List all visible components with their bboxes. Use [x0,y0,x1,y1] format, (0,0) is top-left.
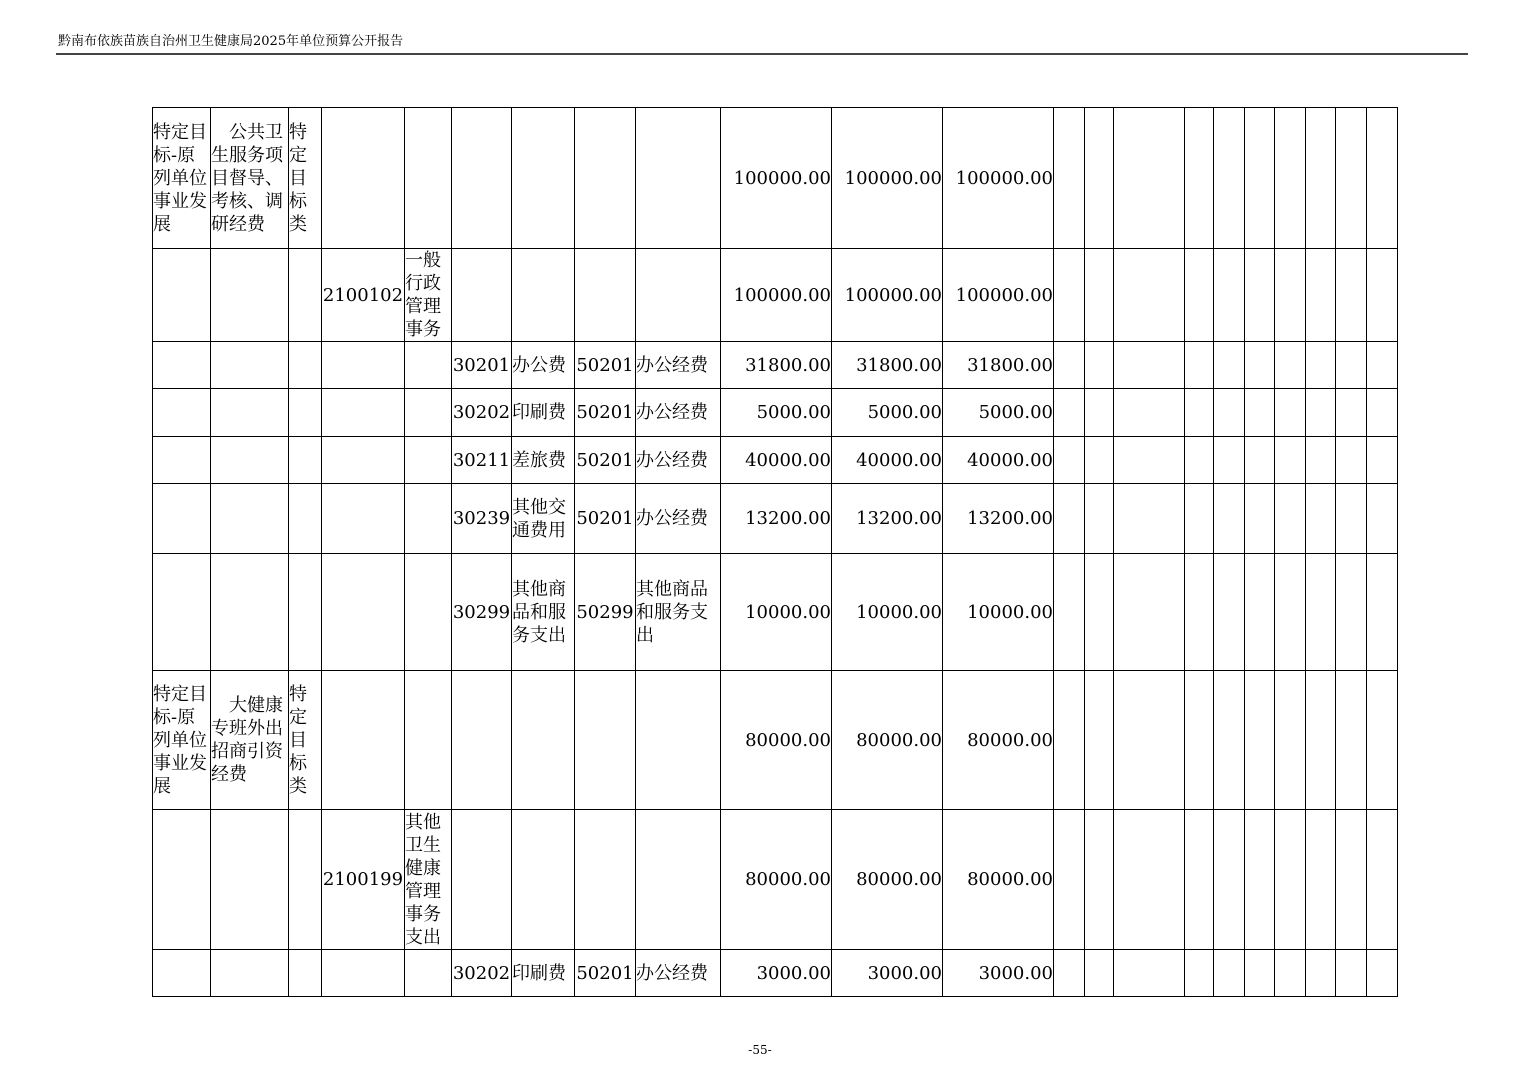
table-row [153,810,1398,950]
empty-cell [1306,342,1336,389]
cell-col3 [289,484,322,554]
empty-cell [1185,342,1214,389]
cell-col4 [322,554,405,671]
cell-col2 [211,554,289,671]
cell-col5 [405,671,452,810]
cell-col9: 办公经费 [636,950,721,997]
empty-cell [1085,554,1114,671]
empty-cell [1114,342,1185,389]
empty-cell [1336,249,1367,342]
cell-col6 [452,108,512,249]
empty-cell [1054,950,1085,997]
empty-cell [1367,249,1398,342]
empty-cell [1114,249,1185,342]
empty-cell [1185,249,1214,342]
cell-col5 [405,108,452,249]
table-row [153,437,1398,484]
cell-col8: 50201 [575,342,636,389]
cell-col4 [322,342,405,389]
cell-col4 [322,108,405,249]
cell-col8 [575,249,636,342]
cell-col6: 30211 [452,437,512,484]
cell-col9: 其他商品和服务支出 [636,554,721,671]
empty-cell [1367,671,1398,810]
cell-col7 [512,671,575,810]
empty-cell [1114,108,1185,249]
empty-cell [1114,389,1185,437]
empty-cell [1085,810,1114,950]
cell-col1 [153,389,211,437]
budget-table [152,107,1398,997]
cell-col8 [575,108,636,249]
cell-col12: 10000.00 [943,554,1054,671]
cell-col3: 特定目标类 [289,108,322,249]
empty-cell [1185,671,1214,810]
page-header-title: 黔南布依族苗族自治州卫生健康局2025年单位预算公开报告 [58,34,404,49]
empty-cell [1085,671,1114,810]
empty-cell [1367,554,1398,671]
cell-col12: 80000.00 [943,671,1054,810]
cell-col12: 13200.00 [943,484,1054,554]
cell-col8: 50201 [575,950,636,997]
empty-cell [1214,484,1245,554]
empty-cell [1114,671,1185,810]
cell-col3 [289,342,322,389]
cell-col11: 40000.00 [832,437,943,484]
cell-col3 [289,437,322,484]
empty-cell [1367,389,1398,437]
empty-cell [1085,389,1114,437]
empty-cell [1306,108,1336,249]
cell-col11: 5000.00 [832,389,943,437]
cell-col5 [405,437,452,484]
empty-cell [1214,810,1245,950]
empty-cell [1054,342,1085,389]
empty-cell [1245,671,1275,810]
cell-col7 [512,249,575,342]
empty-cell [1214,249,1245,342]
empty-cell [1306,249,1336,342]
cell-col6: 30299 [452,554,512,671]
cell-col10: 13200.00 [721,484,832,554]
table-row [153,950,1398,997]
cell-col8: 50299 [575,554,636,671]
cell-col10: 5000.00 [721,389,832,437]
cell-col10: 100000.00 [721,108,832,249]
cell-col10: 80000.00 [721,810,832,950]
empty-cell [1336,342,1367,389]
empty-cell [1336,437,1367,484]
empty-cell [1275,389,1306,437]
empty-cell [1185,389,1214,437]
cell-col6 [452,810,512,950]
cell-col1 [153,249,211,342]
cell-col2 [211,342,289,389]
empty-cell [1214,342,1245,389]
cell-col12: 31800.00 [943,342,1054,389]
cell-col2: 大健康专班外出招商引资经费 [211,671,289,810]
cell-col12: 100000.00 [943,108,1054,249]
table-row [153,342,1398,389]
cell-col11: 3000.00 [832,950,943,997]
cell-col10: 10000.00 [721,554,832,671]
empty-cell [1054,249,1085,342]
empty-cell [1054,554,1085,671]
empty-cell [1306,671,1336,810]
cell-col3 [289,554,322,671]
cell-col4 [322,484,405,554]
cell-col7: 印刷费 [512,950,575,997]
cell-col6: 30202 [452,389,512,437]
table-row [153,249,1398,342]
empty-cell [1245,950,1275,997]
cell-col10: 40000.00 [721,437,832,484]
cell-col11: 31800.00 [832,342,943,389]
empty-cell [1245,249,1275,342]
cell-col8: 50201 [575,389,636,437]
cell-col5 [405,554,452,671]
empty-cell [1214,554,1245,671]
cell-col7 [512,108,575,249]
cell-col1: 特定目标-原列单位事业发展 [153,108,211,249]
cell-col2 [211,950,289,997]
empty-cell [1114,554,1185,671]
cell-col9 [636,249,721,342]
empty-cell [1306,554,1336,671]
cell-col4 [322,389,405,437]
cell-col5 [405,389,452,437]
table-row [153,554,1398,671]
cell-col10: 100000.00 [721,249,832,342]
empty-cell [1367,437,1398,484]
table-row [153,108,1398,249]
cell-col11: 100000.00 [832,249,943,342]
cell-col1 [153,342,211,389]
cell-col11: 80000.00 [832,671,943,810]
cell-col1 [153,810,211,950]
cell-col11: 80000.00 [832,810,943,950]
cell-col1 [153,554,211,671]
empty-cell [1367,950,1398,997]
empty-cell [1336,389,1367,437]
cell-col8 [575,671,636,810]
cell-col4 [322,437,405,484]
cell-col4 [322,671,405,810]
empty-cell [1275,437,1306,484]
empty-cell [1114,950,1185,997]
cell-col2 [211,810,289,950]
empty-cell [1185,810,1214,950]
empty-cell [1306,437,1336,484]
cell-col10: 3000.00 [721,950,832,997]
empty-cell [1214,389,1245,437]
empty-cell [1185,108,1214,249]
empty-cell [1336,810,1367,950]
empty-cell [1336,950,1367,997]
empty-cell [1245,108,1275,249]
empty-cell [1114,810,1185,950]
empty-cell [1085,950,1114,997]
cell-col12: 40000.00 [943,437,1054,484]
cell-col2 [211,437,289,484]
empty-cell [1185,950,1214,997]
cell-col10: 31800.00 [721,342,832,389]
cell-col7: 印刷费 [512,389,575,437]
table-row [153,484,1398,554]
cell-col3 [289,950,322,997]
cell-col7: 办公费 [512,342,575,389]
empty-cell [1054,671,1085,810]
empty-cell [1336,554,1367,671]
empty-cell [1275,249,1306,342]
empty-cell [1275,950,1306,997]
cell-col1 [153,950,211,997]
empty-cell [1306,389,1336,437]
cell-col3 [289,810,322,950]
cell-col9 [636,671,721,810]
cell-col9 [636,810,721,950]
cell-col11: 100000.00 [832,108,943,249]
empty-cell [1185,484,1214,554]
empty-cell [1185,554,1214,671]
empty-cell [1275,671,1306,810]
page-number: -55- [748,1043,772,1057]
cell-col1 [153,437,211,484]
cell-col11: 13200.00 [832,484,943,554]
empty-cell [1085,249,1114,342]
empty-cell [1306,810,1336,950]
cell-col12: 5000.00 [943,389,1054,437]
header-divider [56,53,1468,55]
cell-col2: 公共卫生服务项目督导、考核、调研经费 [211,108,289,249]
cell-col5 [405,484,452,554]
empty-cell [1085,484,1114,554]
cell-col6 [452,249,512,342]
cell-col7: 差旅费 [512,437,575,484]
cell-col4 [322,950,405,997]
empty-cell [1054,484,1085,554]
cell-col5: 一般行政管理事务 [405,249,452,342]
empty-cell [1275,810,1306,950]
empty-cell [1367,484,1398,554]
cell-col12: 100000.00 [943,249,1054,342]
empty-cell [1054,108,1085,249]
empty-cell [1336,671,1367,810]
empty-cell [1275,554,1306,671]
cell-col12: 3000.00 [943,950,1054,997]
cell-col4: 2100102 [322,249,405,342]
cell-col11: 10000.00 [832,554,943,671]
cell-col4: 2100199 [322,810,405,950]
empty-cell [1245,437,1275,484]
empty-cell [1114,484,1185,554]
empty-cell [1214,108,1245,249]
empty-cell [1054,437,1085,484]
cell-col3 [289,389,322,437]
empty-cell [1085,108,1114,249]
cell-col6: 30201 [452,342,512,389]
cell-col5 [405,342,452,389]
cell-col3 [289,249,322,342]
empty-cell [1367,810,1398,950]
empty-cell [1245,810,1275,950]
cell-col6 [452,671,512,810]
empty-cell [1275,342,1306,389]
cell-col9: 办公经费 [636,437,721,484]
empty-cell [1367,108,1398,249]
cell-col8: 50201 [575,437,636,484]
cell-col8 [575,810,636,950]
cell-col5: 其他卫生健康管理事务支出 [405,810,452,950]
cell-col3: 特定目标类 [289,671,322,810]
cell-col1 [153,484,211,554]
cell-col6: 30239 [452,484,512,554]
empty-cell [1336,108,1367,249]
empty-cell [1214,437,1245,484]
cell-col7 [512,810,575,950]
empty-cell [1275,108,1306,249]
empty-cell [1306,950,1336,997]
cell-col9: 办公经费 [636,484,721,554]
cell-col7: 其他交通费用 [512,484,575,554]
empty-cell [1185,437,1214,484]
empty-cell [1245,342,1275,389]
empty-cell [1245,484,1275,554]
empty-cell [1085,437,1114,484]
cell-col6: 30202 [452,950,512,997]
cell-col9 [636,108,721,249]
empty-cell [1336,484,1367,554]
cell-col1: 特定目标-原列单位事业发展 [153,671,211,810]
empty-cell [1245,389,1275,437]
cell-col7: 其他商品和服务支出 [512,554,575,671]
cell-col2 [211,484,289,554]
cell-col2 [211,249,289,342]
table-row [153,389,1398,437]
empty-cell [1367,342,1398,389]
empty-cell [1054,810,1085,950]
table-row [153,671,1398,810]
empty-cell [1214,671,1245,810]
empty-cell [1245,554,1275,671]
empty-cell [1085,342,1114,389]
cell-col2 [211,389,289,437]
empty-cell [1275,484,1306,554]
empty-cell [1306,484,1336,554]
empty-cell [1054,389,1085,437]
cell-col12: 80000.00 [943,810,1054,950]
cell-col9: 办公经费 [636,389,721,437]
cell-col9: 办公经费 [636,342,721,389]
empty-cell [1214,950,1245,997]
cell-col10: 80000.00 [721,671,832,810]
cell-col8: 50201 [575,484,636,554]
cell-col5 [405,950,452,997]
empty-cell [1114,437,1185,484]
